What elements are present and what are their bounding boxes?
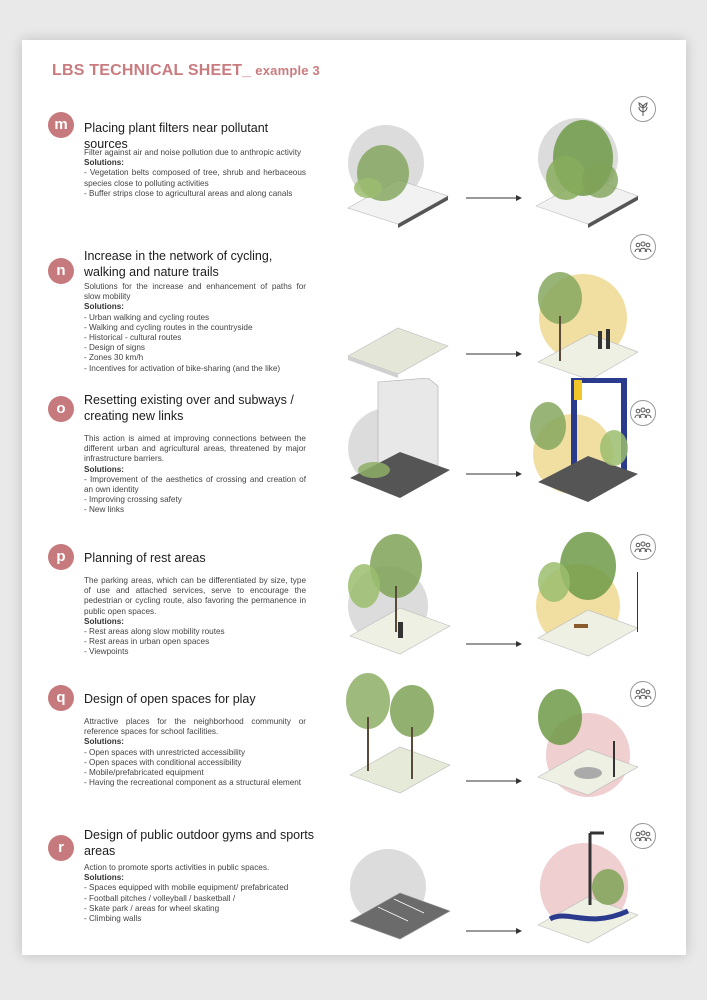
solution-item: - Skate park / areas for wheel skating	[84, 903, 220, 913]
solution-item: - New links	[84, 505, 125, 515]
solution-item: - Having the recreational component as a structural element	[84, 778, 302, 788]
solution-item: - Buffer strips close to agricultural areas and along canals	[84, 188, 293, 198]
solution-item: - Climbing walls	[84, 914, 142, 924]
section-intro: Filter against air and noise pollution due to anthropic activity	[84, 148, 302, 157]
solutions-label: Solutions:	[84, 616, 125, 626]
section-intro: The parking areas, which can be differentiated by size, type of use and attached services, serve to encourage the pedestrian or cycling route, also favoring the permanence in public open spaces.	[84, 576, 306, 616]
section-description	[84, 717, 306, 788]
solution-item: - Walking and cycling routes in the countryside	[84, 322, 253, 332]
section-intro: Attractive places for the neighborhood community or reference spaces for school facilities.	[84, 717, 306, 737]
solutions-list	[84, 168, 306, 199]
section-intro: This action is aimed at improving connections between the different urban and agricultural areas, threatened by major infrastructure barriers.	[84, 434, 306, 464]
solutions-label: Solutions:	[84, 873, 125, 883]
solutions-list	[84, 627, 306, 658]
solution-item: - Mobile/prefabricated equipment	[84, 768, 204, 778]
sheet-title-text: LBS TECHNICAL SHEET_	[52, 62, 252, 79]
solutions-label: Solutions:	[84, 158, 125, 168]
section-r-illustration	[338, 825, 638, 955]
solutions-list	[84, 475, 306, 516]
section-title: Design of public outdoor gyms and sports areas	[84, 828, 314, 858]
sheet-title	[52, 62, 320, 80]
section-letter-badge: p	[48, 544, 74, 570]
solution-item: - Improving crossing safety	[84, 495, 182, 505]
section-title: Increase in the network of cycling, walking and nature trails	[84, 249, 273, 279]
solution-item: - Design of signs	[84, 343, 145, 353]
section-letter-badge: o	[48, 396, 74, 422]
section-letter-badge: n	[48, 258, 74, 284]
section-title: Planning of rest areas	[84, 551, 206, 565]
sheet-subtitle: example 3	[255, 63, 320, 78]
solution-item: - Open spaces with conditional accessibility	[84, 757, 242, 767]
section-intro: Solutions for the increase and enhancement of paths for slow mobility	[84, 282, 306, 302]
section-q-illustration	[338, 671, 638, 811]
solution-item: - Spaces equipped with mobile equipment/ prefabricated	[84, 883, 289, 893]
solution-item: - Improvement of the aesthetics of crossing and creation of an own identity	[84, 474, 306, 495]
section-description	[84, 282, 306, 374]
solution-item: - Urban walking and cycling routes	[84, 312, 210, 322]
section-description	[84, 148, 306, 199]
section-p-illustration	[338, 532, 638, 672]
section-title: Placing plant filters near pollutant sources	[84, 121, 269, 151]
section-description	[84, 576, 306, 658]
section-title: Resetting existing over and subways / creating new links	[84, 393, 294, 423]
solution-item: - Rest areas along slow mobility routes	[84, 627, 225, 637]
section-o-illustration	[338, 378, 638, 508]
solutions-list	[84, 313, 306, 374]
solution-item: - Zones 30 km/h	[84, 353, 144, 363]
solutions-label: Solutions:	[84, 737, 125, 747]
section-letter-badge: m	[48, 112, 74, 138]
solution-item: - Viewpoints	[84, 647, 129, 657]
solution-item: - Rest areas in urban open spaces	[84, 637, 210, 647]
solutions-label: Solutions:	[84, 302, 125, 312]
solution-item: - Vegetation belts composed of tree, shrub and herbaceous species close to polluting activities	[84, 168, 306, 188]
section-m-illustration	[338, 118, 638, 228]
solutions-label: Solutions:	[84, 464, 125, 474]
section-n-illustration	[338, 266, 638, 396]
section-intro: Action to promote sports activities in public spaces.	[84, 863, 270, 872]
solution-item: - Historical - cultural routes	[84, 333, 182, 343]
solution-item: - Open spaces with unrestricted accessibility	[84, 747, 246, 757]
solution-item: - Football pitches / volleyball / basketball /	[84, 893, 236, 903]
solutions-list	[84, 748, 306, 789]
technical-sheet	[22, 40, 686, 955]
solutions-list	[84, 883, 306, 924]
section-letter-badge: r	[48, 835, 74, 861]
section-letter-badge: q	[48, 685, 74, 711]
people-icon	[630, 234, 656, 260]
section-title: Design of open spaces for play	[84, 692, 256, 706]
solution-item: - Incentives for activation of bike-sharing (and the like)	[84, 363, 281, 373]
section-description	[84, 434, 306, 516]
section-description	[84, 863, 306, 924]
